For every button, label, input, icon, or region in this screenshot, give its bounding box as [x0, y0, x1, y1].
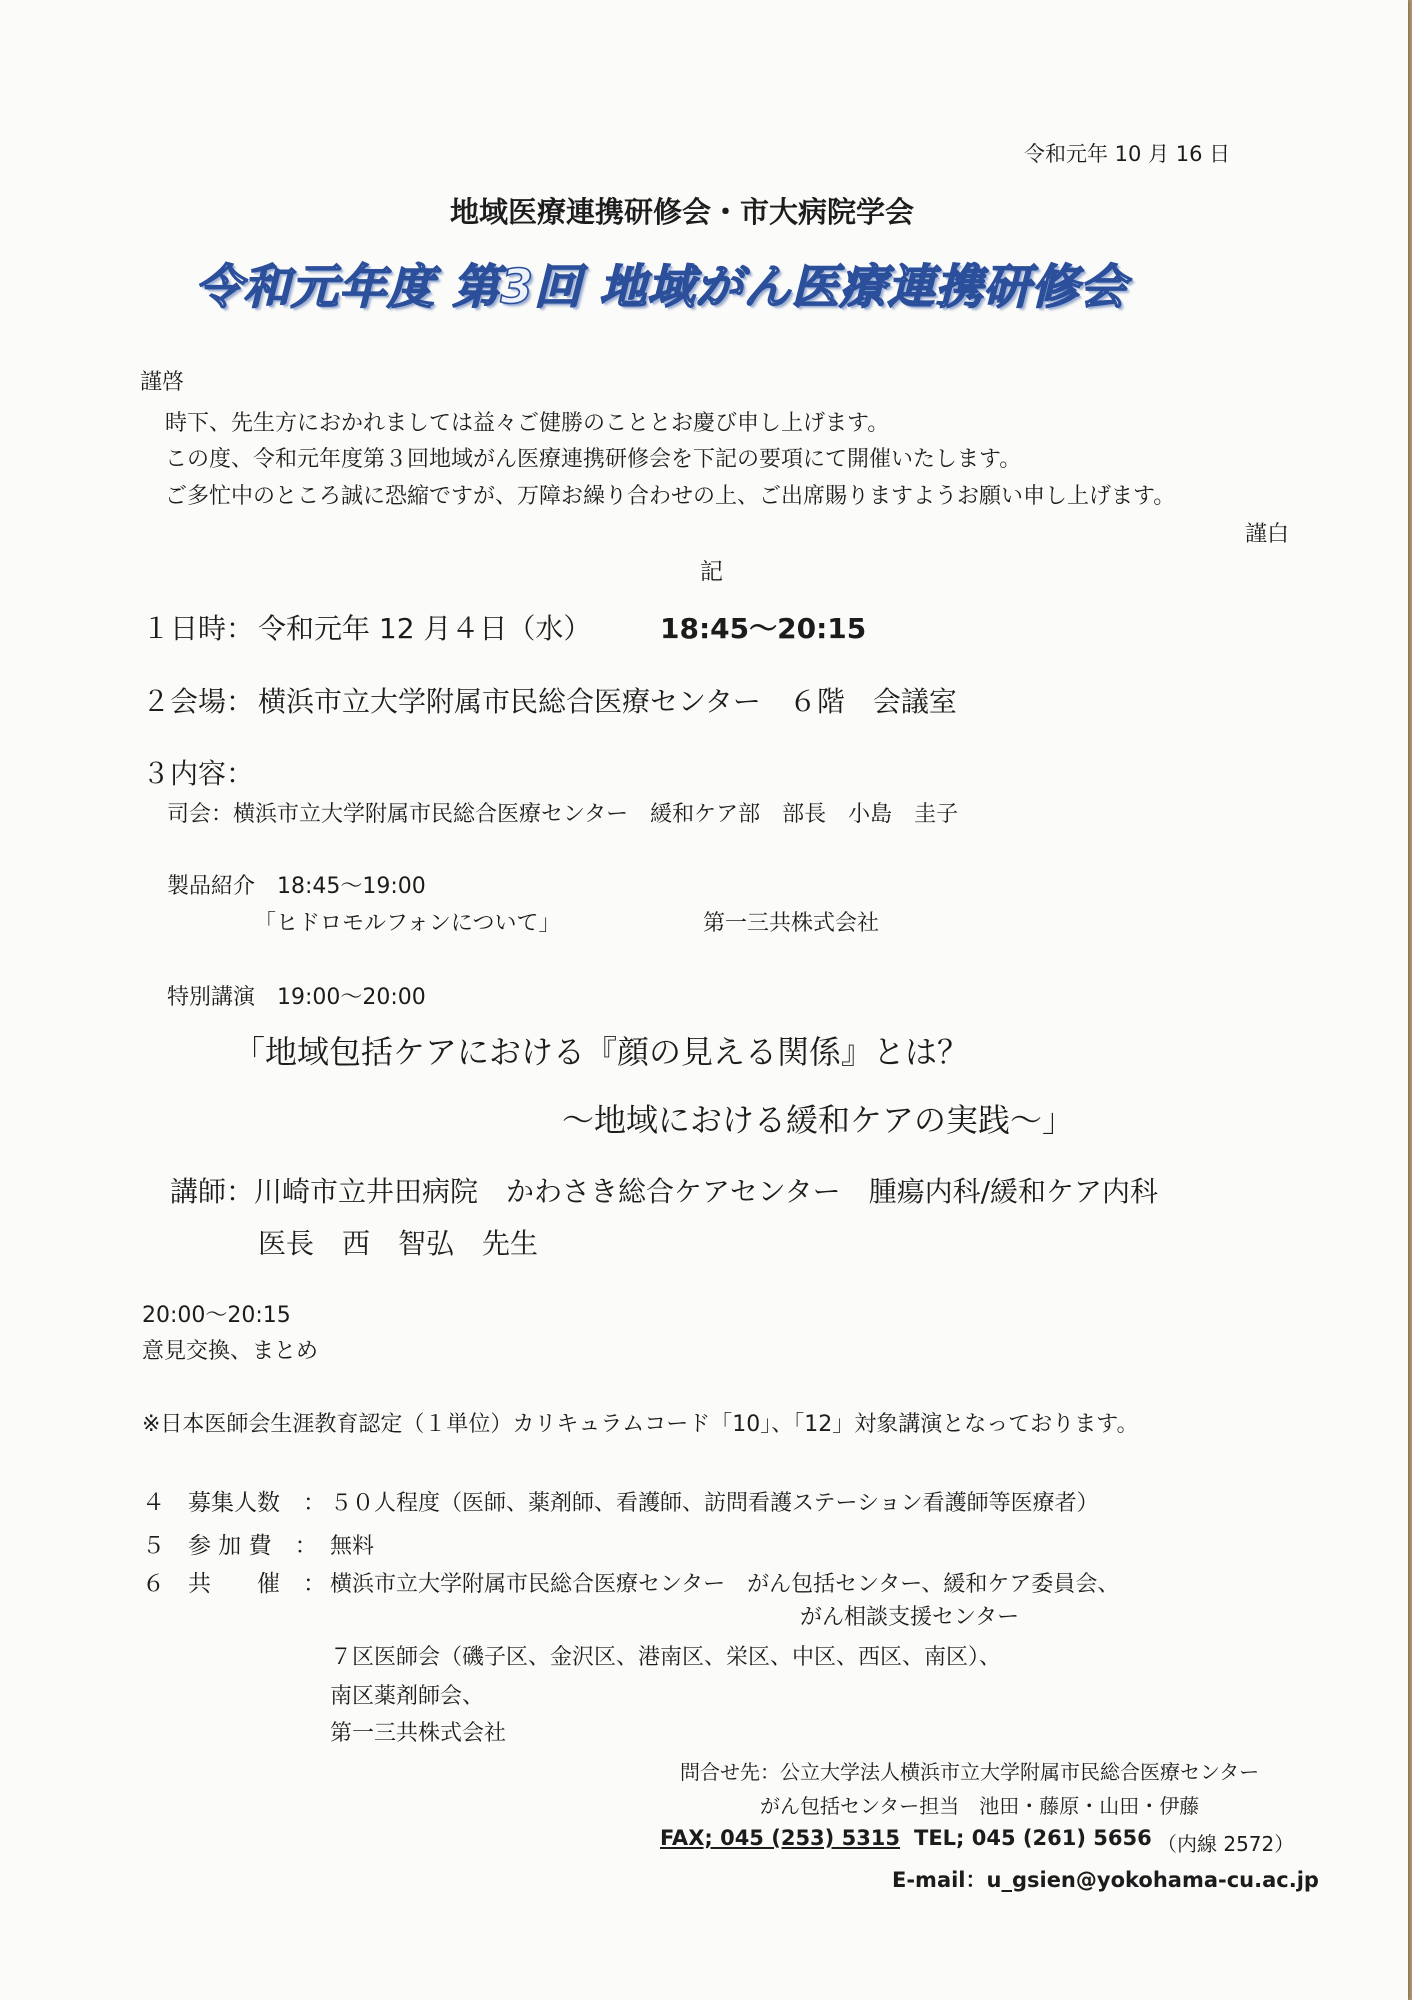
ki-mark: 記: [700, 559, 723, 585]
contact-email: E-mail：u_gsien@yokohama-cu.ac.jp: [892, 1868, 1319, 1892]
lecture-title-1: 「地域包括ケアにおける『顔の見える関係』とは？: [233, 1033, 970, 1071]
closing-session-desc: 意見交換、まとめ: [142, 1339, 319, 1364]
organizer-heading: 地域医療連携研修会・市大病院学会: [450, 195, 915, 229]
venue-label: ２会場：: [142, 685, 255, 718]
recruit-value: ５０人程度（医師、薬剤師、看護師、訪問看護ステーション看護師等医療者）: [330, 1491, 1099, 1516]
lecture-title-2: ～地域における緩和ケアの実践～」: [562, 1101, 1075, 1139]
greeting-line-2: この度、令和元年度第３回地域がん医療連携研修会を下記の要項にて開催いたします。: [165, 447, 1022, 472]
cohost-label: ６ 共 催 ：: [142, 1571, 326, 1597]
event-title: 令和元年度 第3回 地域がん医療連携研修会: [195, 260, 1128, 315]
contact-line-1: 問合せ先：公立大学法人横浜市立大学附属市民総合医療センター: [680, 1760, 1260, 1784]
greeting-line-1: 時下、先生方におかれましては益々ご健勝のこととお慶び申し上げます。: [165, 411, 890, 436]
greeting-closing: 謹白: [1245, 522, 1290, 547]
chair-line: 司会：横浜市立大学附属市民総合医療センター 緩和ケア部 部長 小島 圭子: [167, 802, 959, 827]
content-label: ３内容：: [142, 757, 255, 790]
recruit-label: ４ 募集人数 ：: [142, 1490, 326, 1516]
greeting-line-3: ご多忙中のところ誠に恐縮ですが、万障お繰り合わせの上、ご出席賜りますようお願い申し上げます。: [165, 484, 1176, 509]
venue-value: 横浜市立大学附属市民総合医療センター ６階 会議室: [258, 685, 957, 718]
special-lecture-line: 特別講演 19:00～20:00: [167, 985, 426, 1010]
extension-number: （内線 2572）: [1157, 1832, 1295, 1856]
fee-label: ５ 参 加 費 ：: [142, 1533, 318, 1559]
cohost-line-3: ７区医師会（磯子区、金沢区、港南区、栄区、中区、西区、南区）、: [330, 1645, 1002, 1670]
greeting-opening: 謹啓: [140, 370, 185, 395]
cme-note: ※日本医師会生涯教育認定（１単位）カリキュラムコード「10」、「12」対象講演となっております。: [142, 1412, 1139, 1437]
product-intro-line: 製品紹介 18:45～19:00: [167, 874, 426, 899]
lecturer-line-2: 医長 西 智弘 先生: [258, 1227, 539, 1260]
product-topic: 「ヒドロモルフォンについて」: [254, 911, 561, 936]
issue-date: 令和元年 10 月 16 日: [1024, 142, 1231, 166]
cohost-line-2: がん相談支援センター: [800, 1605, 1020, 1630]
datetime-label: １日時：: [142, 612, 255, 645]
cohost-line-1: 横浜市立大学附属市民総合医療センター がん包括センター、緩和ケア委員会、: [330, 1572, 1120, 1597]
closing-session-time: 20:00～20:15: [142, 1303, 291, 1328]
cohost-line-4: 南区薬剤師会、: [330, 1684, 485, 1709]
lecturer-line-1: 講師：川崎市立井田病院 かわさき総合ケアセンター 腫瘍内科/緩和ケア内科: [170, 1175, 1159, 1208]
fee-value: 無料: [330, 1534, 375, 1559]
cohost-line-5: 第一三共株式会社: [330, 1721, 507, 1746]
event-date: 令和元年 12 月４日（水）: [258, 612, 592, 645]
contact-line-2: がん包括センター担当 池田・藤原・山田・伊藤: [760, 1794, 1200, 1818]
event-time: 18:45～20:15: [660, 612, 867, 645]
tel-number: TEL; 045 (261) 5656: [914, 1826, 1152, 1850]
product-company: 第一三共株式会社: [703, 911, 880, 936]
fax-number: FAX; 045 (253) 5315: [660, 1826, 901, 1850]
